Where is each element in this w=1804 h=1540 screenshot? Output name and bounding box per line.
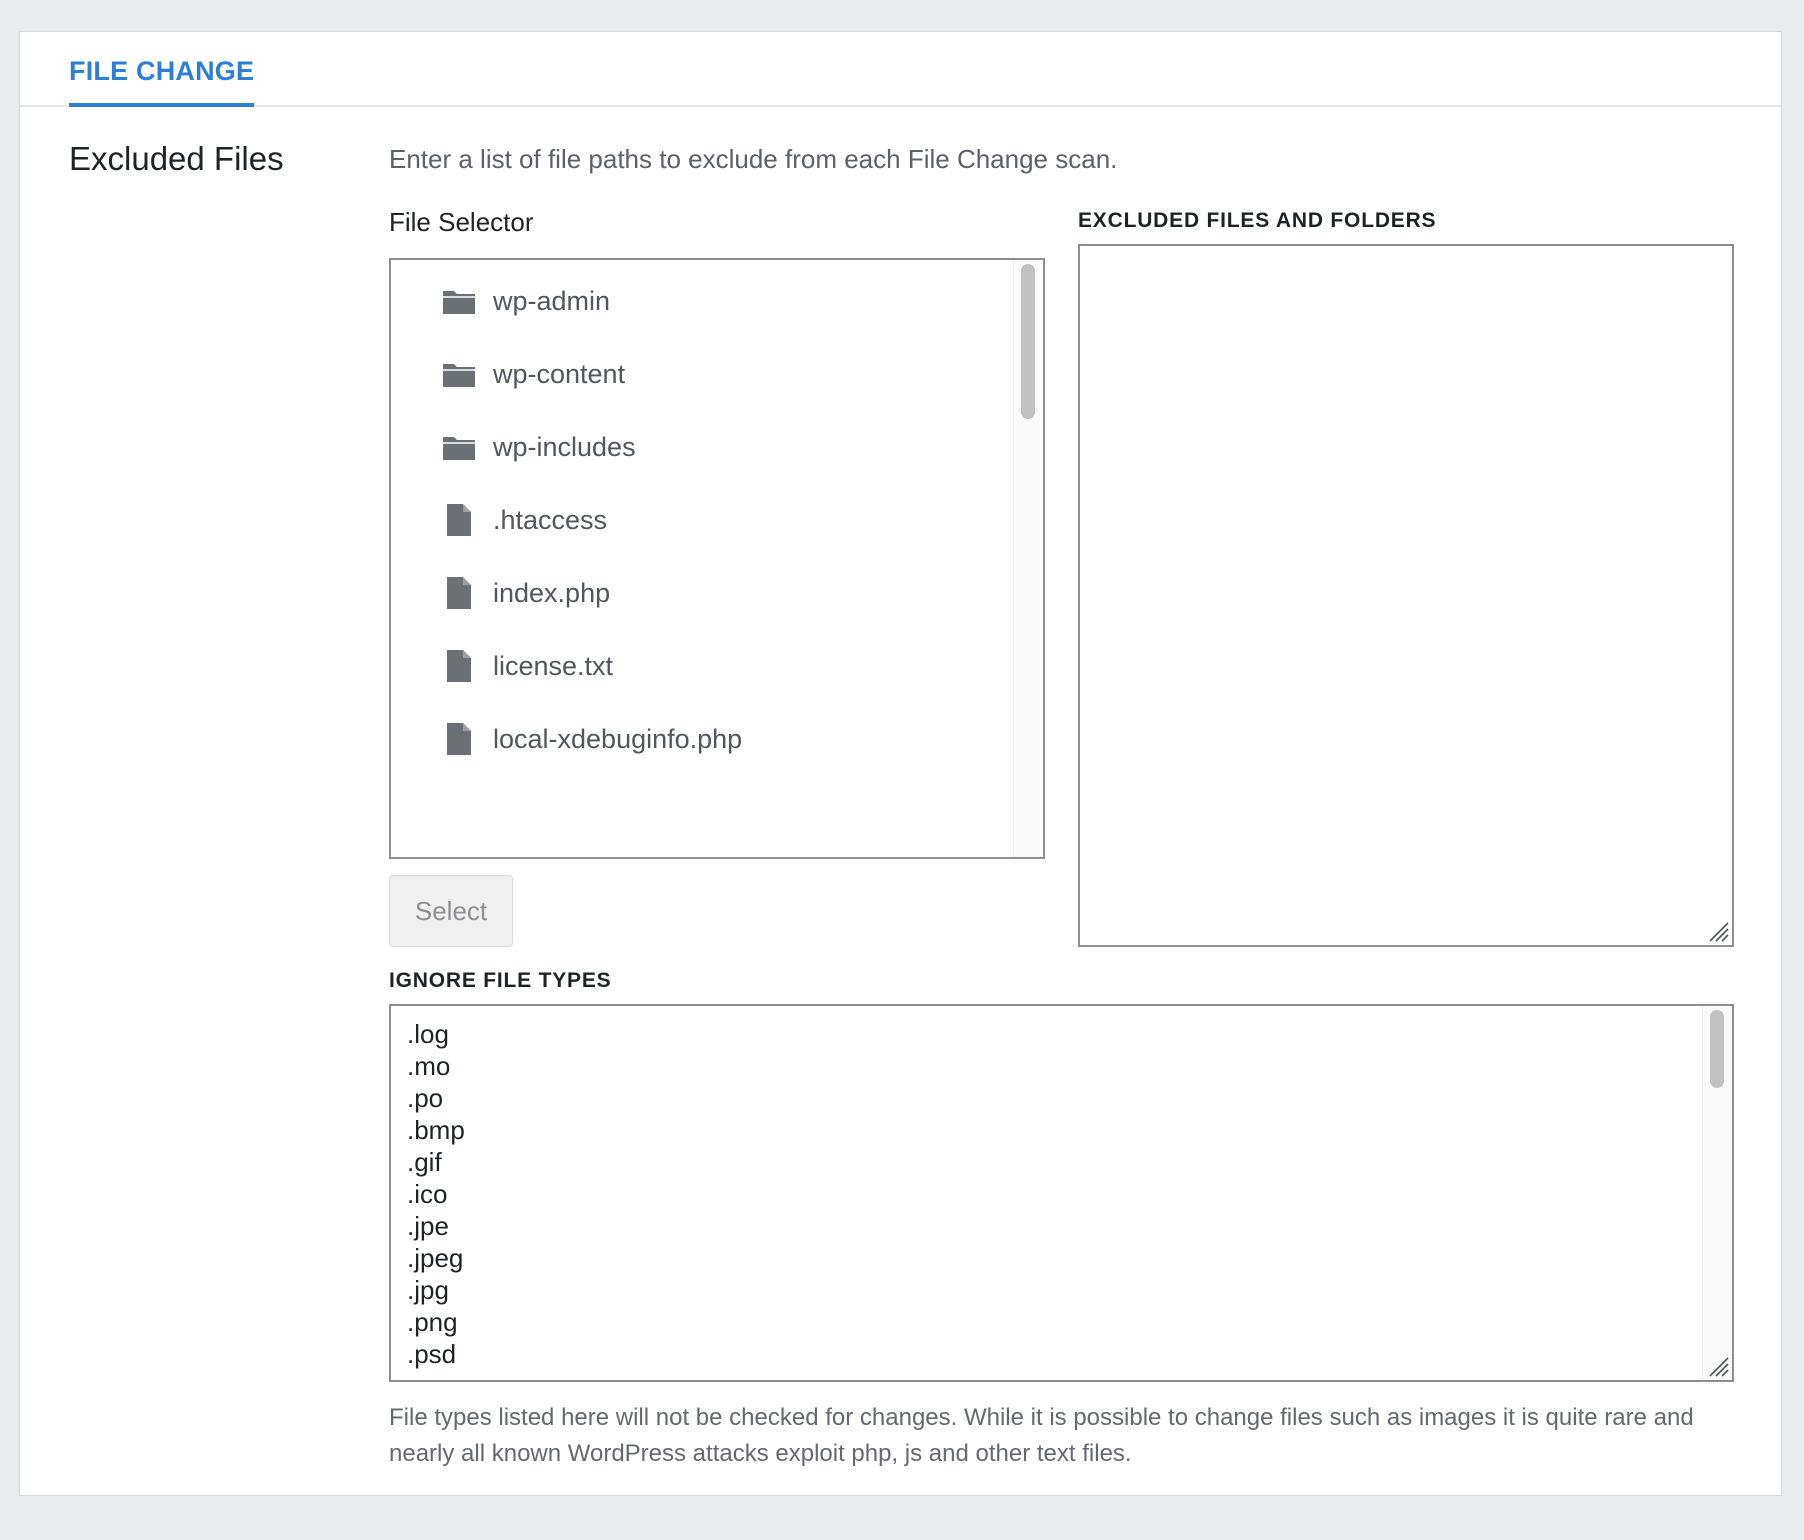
ignore-type-line: .ico — [407, 1179, 448, 1209]
file-icon — [441, 502, 477, 538]
ignore-type-line: .psd — [407, 1339, 457, 1369]
file-item-license-txt[interactable] — [441, 646, 613, 686]
file-item-label: wp-content — [493, 358, 626, 389]
folder-icon — [441, 283, 477, 319]
file-icon — [441, 721, 477, 757]
file-item-label: license.txt — [493, 650, 614, 681]
file-item-wp-content[interactable] — [441, 354, 625, 394]
ignore-type-line: .gif — [407, 1147, 442, 1177]
file-selector-list[interactable] — [389, 258, 1045, 859]
ignore-type-line: .jpg — [407, 1275, 449, 1305]
file-icon — [441, 575, 477, 611]
section-description: Enter a list of file paths to exclude from each File Change scan. — [389, 144, 1118, 174]
file-item-label: wp-admin — [493, 285, 611, 316]
excluded-files-textarea[interactable] — [1078, 244, 1734, 947]
file-icon — [441, 648, 477, 684]
ignore-types-scrollbar[interactable] — [1702, 1006, 1732, 1380]
resize-grip-icon[interactable] — [1704, 1352, 1730, 1378]
file-item-label: local-xdebuginfo.php — [493, 723, 743, 754]
file-item-label: .htaccess — [493, 504, 608, 535]
excluded-files-label: EXCLUDED FILES AND FOLDERS — [1078, 209, 1437, 232]
resize-grip-icon[interactable] — [1704, 917, 1730, 943]
ignore-file-types-label: IGNORE FILE TYPES — [389, 969, 612, 992]
settings-card — [19, 31, 1782, 1496]
file-list-scrollbar[interactable] — [1013, 260, 1043, 857]
folder-icon — [441, 356, 477, 392]
tab-file-change[interactable]: FILE CHANGE — [69, 52, 254, 107]
file-item-htaccess[interactable] — [441, 500, 607, 540]
ignore-file-types-lines — [407, 1018, 465, 1370]
scrollbar-thumb[interactable] — [1021, 264, 1035, 419]
ignore-file-types-help: File types listed here will not be checked for changes. While it is possible to change files such as images it is quite rare and nearly all known WordPress attacks exploit php, js and other text files. — [389, 1404, 1694, 1467]
folder-icon — [441, 429, 477, 465]
ignore-type-line: .png — [407, 1307, 458, 1337]
scrollbar-thumb[interactable] — [1710, 1010, 1724, 1088]
file-item-index-php[interactable] — [441, 573, 610, 613]
ignore-type-line: .po — [407, 1083, 444, 1113]
file-item-label: index.php — [493, 577, 611, 608]
ignore-type-line: .bmp — [407, 1115, 465, 1145]
file-item-wp-includes[interactable] — [441, 427, 636, 467]
section-title: Excluded Files — [69, 140, 284, 177]
ignore-type-line: .log — [407, 1019, 449, 1049]
ignore-type-line: .mo — [407, 1051, 451, 1081]
ignore-type-line: .jpe — [407, 1211, 449, 1241]
ignore-file-types-textarea[interactable] — [389, 1004, 1734, 1382]
file-selector-label: File Selector — [389, 207, 534, 237]
tab-bar — [20, 32, 1781, 107]
file-item-label: wp-includes — [493, 431, 636, 462]
file-item-wp-admin[interactable] — [441, 281, 610, 321]
ignore-type-line: .jpeg — [407, 1243, 464, 1273]
file-item-local-xdebuginfo[interactable] — [441, 719, 742, 759]
select-button[interactable]: Select — [389, 875, 513, 947]
